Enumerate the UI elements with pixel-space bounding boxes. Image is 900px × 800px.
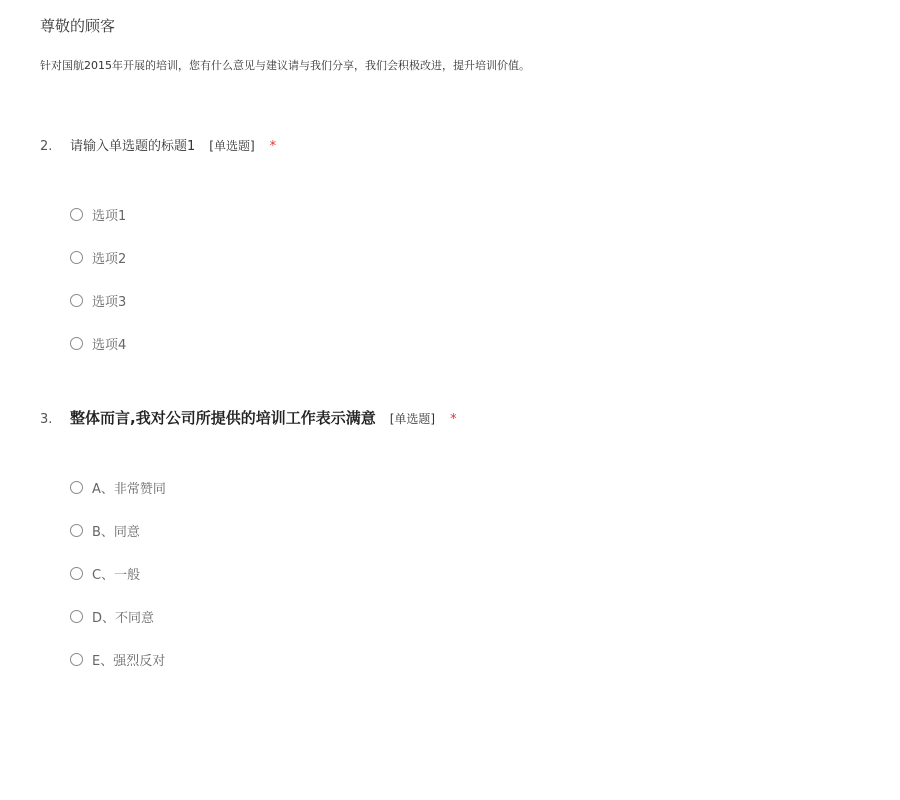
radio-button[interactable]	[70, 653, 83, 666]
question-number: 3.	[40, 412, 53, 427]
option-q2-3[interactable]	[70, 279, 126, 322]
option-label: E、强烈反对	[92, 654, 166, 669]
radio-button[interactable]	[70, 481, 83, 494]
question-title-row	[40, 407, 860, 429]
question-type-tag: [单选题]	[389, 412, 436, 426]
radio-button[interactable]	[70, 610, 83, 623]
radio-button[interactable]	[70, 208, 83, 221]
option-label: C、一般	[92, 568, 141, 583]
radio-button[interactable]	[70, 294, 83, 307]
question-title-row	[40, 135, 860, 157]
option-label: 选项2	[92, 252, 127, 267]
survey-intro: 针对国航2015年开展的培训，您有什么意见与建议请与我们分享，我们会积极改进，提升培训价值。	[40, 59, 530, 72]
option-q2-2[interactable]	[70, 236, 126, 279]
option-q2-4[interactable]	[70, 322, 126, 365]
required-mark: *	[269, 139, 277, 154]
question-title: 整体而言,我对公司所提供的培训工作表示满意	[70, 409, 376, 427]
option-label: D、不同意	[92, 611, 155, 626]
question-number: 2.	[40, 139, 53, 154]
options-list-q2	[70, 193, 126, 365]
option-label: 选项1	[92, 209, 127, 224]
radio-button[interactable]	[70, 524, 83, 537]
option-label: A、非常赞同	[92, 482, 166, 497]
option-label: 选项3	[92, 295, 127, 310]
radio-button[interactable]	[70, 567, 83, 580]
question-type-tag: [单选题]	[209, 139, 255, 153]
option-q3-d[interactable]	[70, 595, 166, 638]
option-label: B、同意	[92, 525, 140, 540]
question-3	[40, 407, 860, 429]
greeting-heading: 尊敬的顾客	[40, 17, 116, 35]
options-list-q3	[70, 466, 166, 681]
option-q3-a[interactable]	[70, 466, 166, 509]
option-q3-e[interactable]	[70, 638, 166, 681]
question-2	[40, 135, 860, 157]
option-q2-1[interactable]	[70, 193, 126, 236]
option-q3-c[interactable]	[70, 552, 166, 595]
radio-button[interactable]	[70, 337, 83, 350]
question-title: 请输入单选题的标题1	[70, 139, 196, 154]
option-label: 选项4	[92, 338, 127, 353]
option-q3-b[interactable]	[70, 509, 166, 552]
required-mark: *	[450, 412, 457, 427]
radio-button[interactable]	[70, 251, 83, 264]
